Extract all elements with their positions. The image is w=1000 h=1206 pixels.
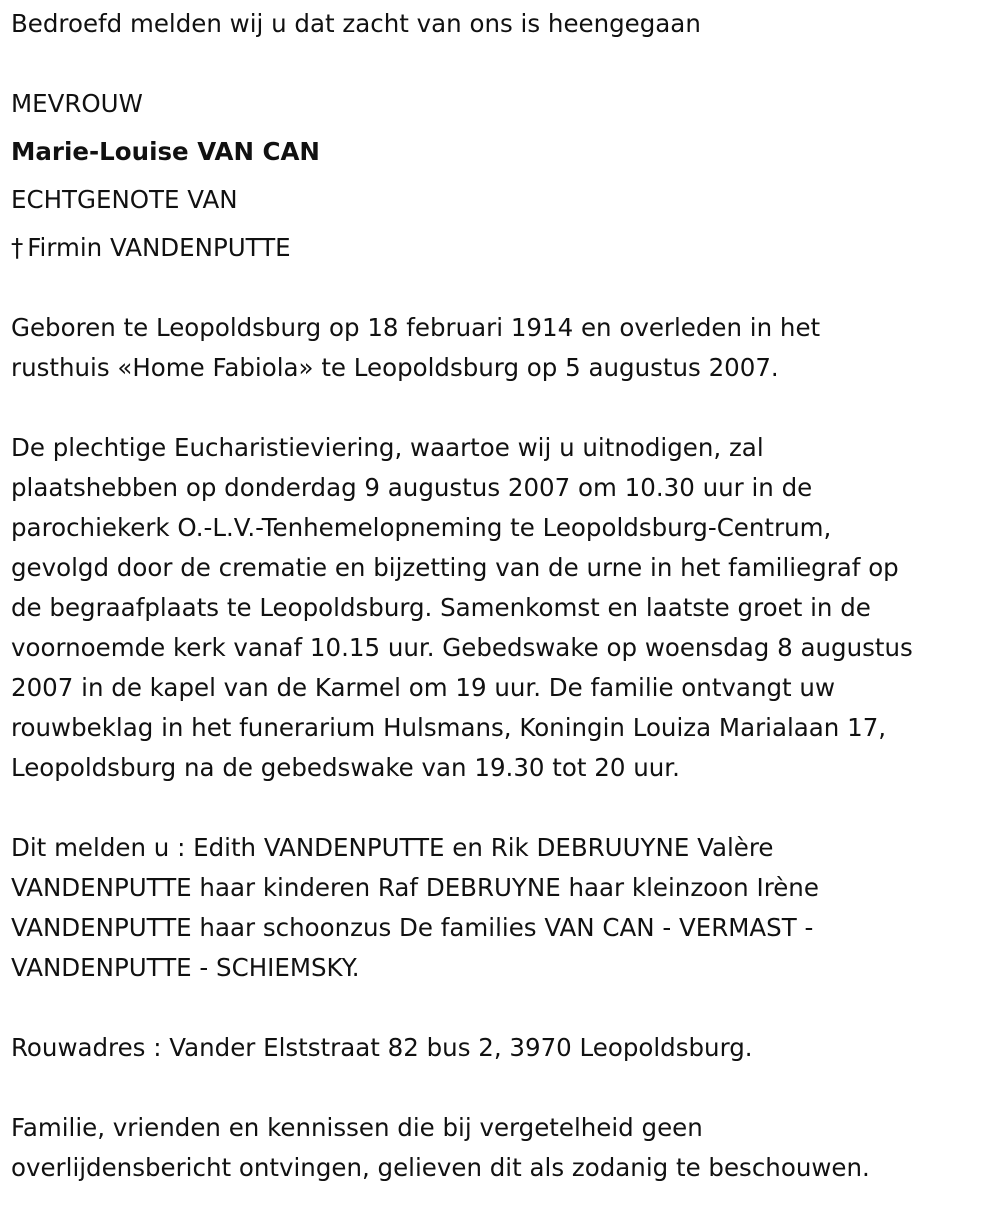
closing-paragraph [11, 1108, 986, 1188]
birth-death-line: rusthuis «Home Fabiola» te Leopoldsburg op 5 augustus 2007. [11, 353, 779, 382]
relation-label: ECHTGENOTE VAN [11, 185, 238, 214]
ceremony-line: gevolgd door de crematie en bijzetting van de urne in het familiegraf op [11, 553, 899, 582]
spouse-line [11, 228, 986, 268]
ceremony-line: plaatshebben op donderdag 9 augustus 2007 om 10.30 uur in de [11, 473, 813, 502]
ceremony-line: 2007 in de kapel van de Karmel om 19 uur. De familie ontvangt uw [11, 673, 835, 702]
closing-line: overlijdensbericht ontvingen, gelieven dit als zodanig te beschouwen. [11, 1153, 870, 1182]
ceremony-line: voornoemde kerk vanaf 10.15 uur. Gebedswake op woensdag 8 augustus [11, 633, 913, 662]
intro-text: Bedroefd melden wij u dat zacht van ons is heengegaan [11, 9, 701, 38]
deceased-name: Marie-Louise VAN CAN [11, 137, 320, 166]
mourning-address: Rouwadres : Vander Elststraat 82 bus 2, 3970 Leopoldsburg. [11, 1033, 753, 1062]
ceremony-line: De plechtige Eucharistieviering, waartoe wij u uitnodigen, zal [11, 433, 764, 462]
obituary-notice [11, 0, 986, 1188]
ceremony-line: Leopoldsburg na de gebedswake van 19.30 tot 20 uur. [11, 753, 680, 782]
ceremony-line: rouwbeklag in het funerarium Hulsmans, Koningin Louiza Marialaan 17, [11, 713, 887, 742]
birth-death-line: Geboren te Leopoldsburg op 18 februari 1914 en overleden in het [11, 313, 821, 342]
ceremony-line: de begraafplaats te Leopoldsburg. Samenkomst en laatste groet in de [11, 593, 871, 622]
family-line: VANDENPUTTE haar schoonzus De families VAN CAN - VERMAST - [11, 913, 814, 942]
family-paragraph [11, 828, 986, 988]
spouse-name: Firmin VANDENPUTTE [27, 233, 291, 262]
family-line: VANDENPUTTE - SCHIEMSKY. [11, 953, 360, 982]
birth-death-paragraph [11, 308, 986, 388]
closing-line: Familie, vrienden en kennissen die bij vergetelheid geen [11, 1113, 703, 1142]
ceremony-paragraph [11, 428, 986, 788]
ceremony-line: parochiekerk O.-L.V.-Tenhemelopneming te Leopoldsburg-Centrum, [11, 513, 832, 542]
family-line: VANDENPUTTE haar kinderen Raf DEBRUYNE haar kleinzoon Irène [11, 873, 819, 902]
family-line: Dit melden u : Edith VANDENPUTTE en Rik DEBRUUYNE Valère [11, 833, 774, 862]
honorific-title: MEVROUW [11, 89, 143, 118]
cross-icon: † [11, 233, 24, 262]
